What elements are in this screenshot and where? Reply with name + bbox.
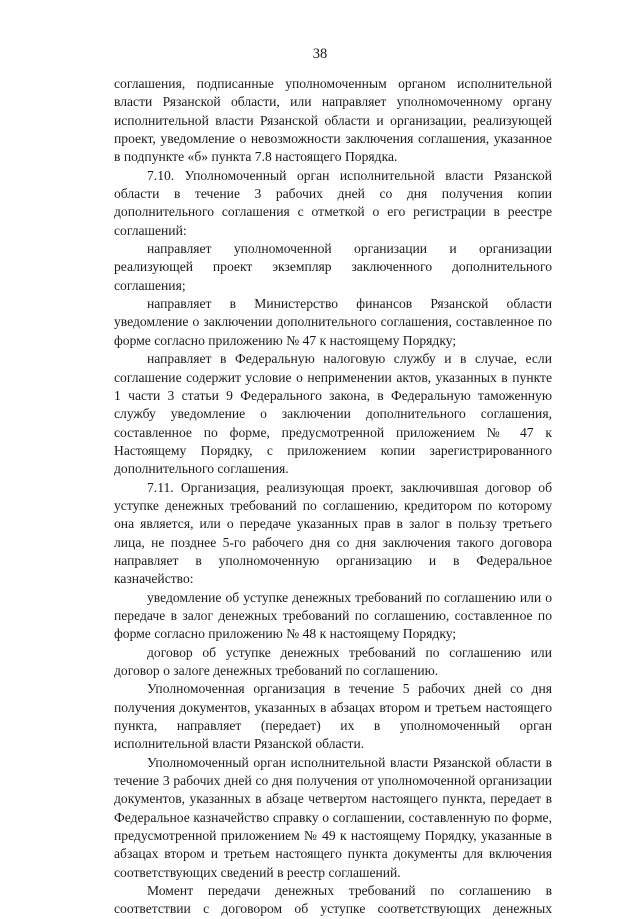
paragraph-notify-ministry: направляет в Министерство финансов Рязанской области уведомление о заключении дополнительного соглашения, составленное по форме согласно приложению № 47 к настоящему Порядку; [114,296,552,348]
paragraph-authorized-organization: Уполномоченная организация в течение 5 рабочих дней со дня получения документов, указанных в абзацах втором и третьем настоящего пункта, направляет (передает) их в уполномоченный орган исполнительной власти Рязанской области. [114,681,552,752]
paragraph-7-11: 7.11. Организация, реализующая проект, заключившая договор об уступке денежных требований по соглашению, кредитором по которому она является, или о передаче указанных прав в залог в пользу третьего лица, не позднее 5-го рабочего дня со дня заключения такого договора направляет в уполномоченную организацию и в Федеральное казначейство: [114,479,552,587]
paragraph-assignment-contract: договор об уступке денежных требований по соглашению или договор о залоге денежных требований по соглашению. [114,644,552,678]
paragraph-assignment-notice: уведомление об уступке денежных требований по соглашению или о передаче в залог денежных требований по соглашению, составленное по форме согласно приложению № 48 к настоящему Порядку; [114,589,552,642]
paragraph-notify-tax-service: направляет в Федеральную налоговую службу и в случае, если соглашение содержит условие о неприменении актов, указанных в пункте 1 части 3 статьи 9 Федерального закона, в Федеральную таможенную службу уведомление о заключении дополнительного соглашения, составленное по форме, предусмотренной приложением № 47 к Настоящему Порядку, с приложением копии зарегистрированного дополнительного соглашения. [114,351,552,477]
paragraph-send-copy: направляет уполномоченной организации и организации реализующей проект экземпляр заключенного дополнительного соглашения; [114,241,552,293]
paragraph-continuation: соглашения, подписанные уполномоченным органом исполнительной власти Рязанской области, или направляет уполномоченному органу исполнительной власти Рязанской области и организации, реализующей проект, уведомление о невозможности заключения соглашения, указанное в подпункте «б» пункта 7.8 настоящего Порядка. [114,76,552,165]
paragraph-authorized-body: Уполномоченный орган исполнительной власти Рязанской области в течение 3 рабочих дней со дня получения от уполномоченной организации документов, указанных в абзаце четвертом настоящего пункта, передает в Федеральное казначейство справку о соглашении, составленную по форме, предусмотренной приложением № 49 к настоящему Порядку, указанные в абзацах втором и третьем настоящего пункта документы для включения соответствующих сведений в реестр соглашений. [114,754,552,880]
paragraph-transfer-moment: Момент передачи денежных требований по соглашению в соответствии с договором об уступке соответствующих денежных [114,883,552,917]
paragraph-7-10: 7.10. Уполномоченный орган исполнительной власти Рязанской области в течение 3 рабочих дней со дня получения копии дополнительного соглашения с отметкой о его регистрации в реестре соглашений: [114,167,552,238]
document-body [114,75,552,919]
page-number: 38 [312,46,328,62]
